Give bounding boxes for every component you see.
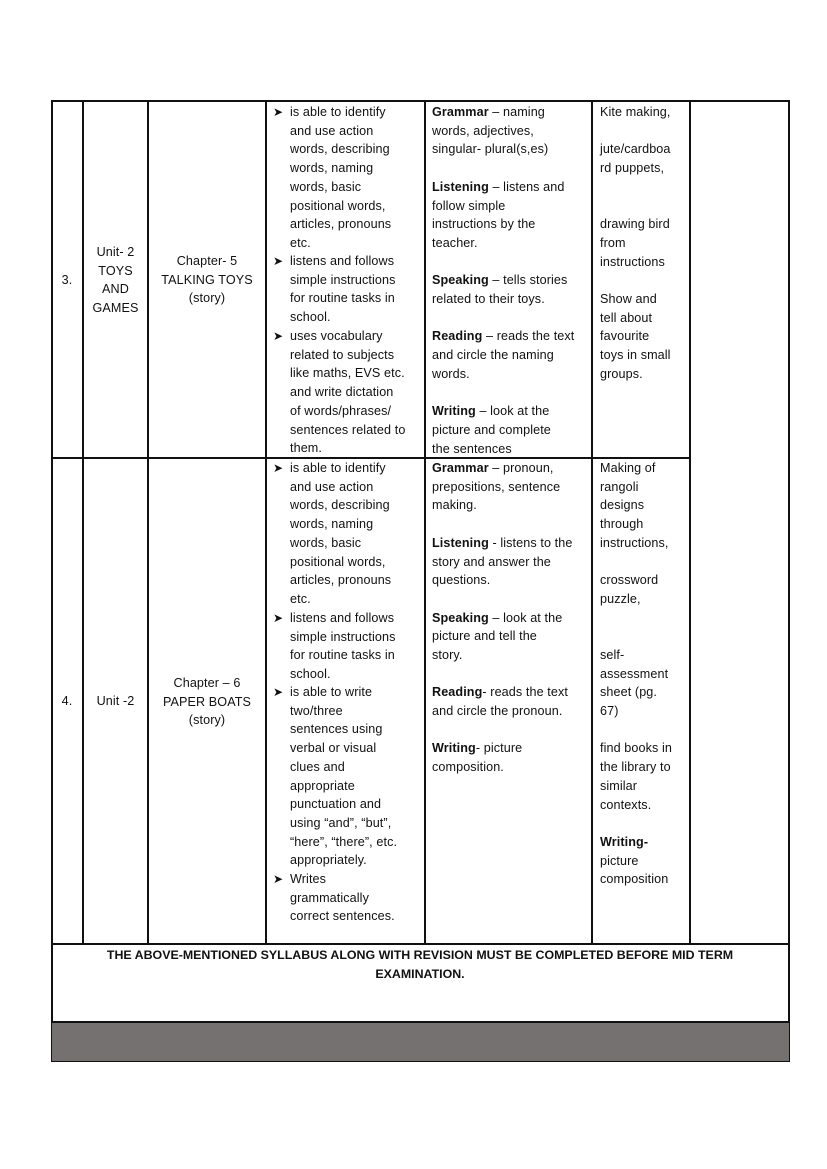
skill-reading: Reading- reads the text and circle the pronoun. — [432, 685, 568, 719]
skill-listening: Listening – listens and follow simple instructions by the teacher. — [432, 179, 565, 250]
skill-speaking: Speaking – look at the picture and tell the story. — [432, 610, 563, 662]
chapter-line: (story) — [188, 713, 226, 728]
column-divider — [265, 100, 267, 945]
column-divider — [147, 100, 149, 945]
chapter-line: (story) — [188, 291, 226, 306]
unit-cell — [84, 692, 147, 711]
activity-item: jute/cardboa rd puppets, — [600, 142, 671, 176]
column-divider — [689, 100, 691, 945]
chapter-line: Chapter- 5 — [176, 254, 238, 268]
chapter-cell — [149, 252, 265, 308]
unit-cell — [84, 243, 147, 318]
outcome-item: listens and follows simple instructions for routine tasks in school. — [290, 254, 396, 325]
arrow-bullet-icon: ➤ — [273, 329, 284, 343]
unit-line: TOYS — [98, 263, 133, 278]
table-border-left — [51, 100, 53, 1062]
activity-item: self- assessment sheet (pg. 67) — [600, 647, 669, 719]
arrow-bullet-icon: ➤ — [273, 461, 284, 475]
skill-grammar: Grammar – naming words, adjectives, singular- plural(s,es) — [432, 105, 549, 157]
outcome-item: is able to write two/three sentences using verbal or visual clues and appropriate punctuation and using “and”, “but”, “here”, “there”, etc. appropriately. — [290, 685, 398, 868]
chapter-cell — [149, 674, 265, 730]
table-border-top — [51, 100, 790, 102]
serial-number: 4. — [61, 694, 73, 708]
arrow-bullet-icon: ➤ — [273, 685, 284, 699]
table-border-right — [788, 100, 790, 1062]
skill-reading: Reading – reads the text and circle the naming words. — [432, 329, 575, 381]
row-divider — [51, 943, 790, 945]
activities-cell — [600, 459, 688, 889]
activity-item: crossword puzzle, — [600, 573, 659, 606]
grey-footer-band — [52, 1023, 789, 1061]
activities-cell — [600, 103, 688, 383]
unit-line: Unit -2 — [96, 694, 135, 708]
arrow-bullet-icon: ➤ — [273, 105, 284, 119]
outcome-item: is able to identify and use action words, describing words, naming words, basic positional words, articles, pronouns etc. — [290, 461, 392, 606]
skills-cell — [432, 459, 590, 777]
activity-item: find books in the library to similar contexts. — [600, 741, 673, 812]
skill-writing: Writing- picture composition. — [432, 741, 523, 775]
skill-speaking: Speaking – tells stories related to their toys. — [432, 273, 568, 306]
activity-item: Making of rangoli designs through instructions, — [600, 461, 669, 550]
outcome-item: is able to identify and use action words, describing words, naming words, basic positional words, articles, pronouns etc. — [290, 105, 392, 250]
skill-writing: Writing – look at the picture and complete the sentences — [432, 404, 551, 456]
column-divider — [424, 100, 426, 945]
outcome-item: listens and follows simple instructions for routine tasks in school. — [290, 611, 396, 682]
arrow-bullet-icon: ➤ — [273, 872, 284, 886]
skills-cell — [432, 103, 590, 458]
skill-grammar: Grammar – pronoun, prepositions, sentence making. — [432, 461, 561, 513]
unit-line: AND — [102, 282, 129, 297]
column-divider — [591, 100, 593, 945]
completion-note: THE ABOVE-MENTIONED SYLLABUS ALONG WITH REVISION MUST BE COMPLETED BEFORE MID TERM EXAMINATION. — [106, 948, 734, 981]
activity-item: Kite making, — [600, 105, 671, 119]
arrow-bullet-icon: ➤ — [273, 611, 284, 625]
skill-listening: Listening - listens to the story and answer the questions. — [432, 535, 573, 588]
outcome-item: uses vocabulary related to subjects like maths, EVS etc. and write dictation of words/phrases/ sentences related to them. — [290, 329, 406, 456]
arrow-bullet-icon: ➤ — [273, 254, 284, 268]
serial-number: 3. — [61, 273, 73, 287]
chapter-title: TALKING TOYS — [161, 272, 253, 287]
outcome-item: Writes grammatically correct sentences. — [290, 872, 395, 924]
column-divider — [82, 100, 84, 945]
chapter-line: Chapter – 6 — [173, 676, 241, 690]
chapter-title: PAPER BOATS — [162, 694, 252, 709]
activity-item: Writing- picture composition — [600, 834, 669, 887]
activity-item: Show and tell about favourite toys in small groups. — [600, 291, 671, 381]
unit-line: Unit- 2 — [96, 245, 135, 259]
unit-line: GAMES — [92, 301, 139, 316]
activity-item: drawing bird from instructions — [600, 217, 670, 269]
